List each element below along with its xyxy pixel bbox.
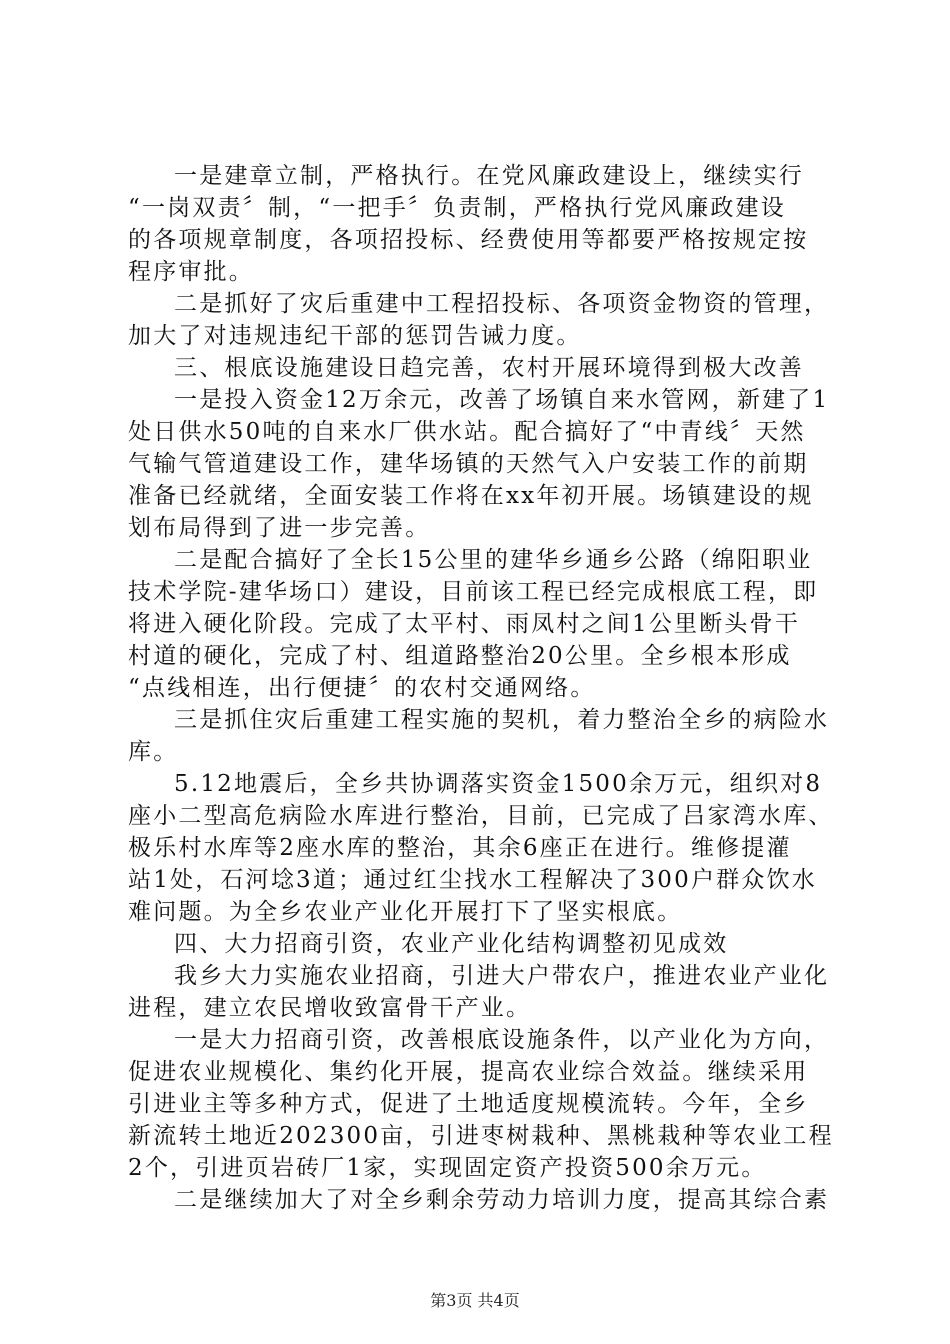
paragraph-line: 二是配合搞好了全长15公里的建华乡通乡公路（绵阳职业 [174, 547, 813, 573]
paragraph-line: 的各项规章制度，各项招投标、经费使用等都要严格按规定按 [128, 227, 809, 253]
paragraph-line: 一是投入资金12万余元，改善了场镇自来水管网，新建了1 [174, 387, 830, 413]
paragraph-line: 5.12地震后，全乡共协调落实资金1500余万元，组织对8 [174, 771, 823, 797]
paragraph-line: 二是抓好了灾后重建中工程招投标、各项资金物资的管理， [174, 291, 830, 317]
paragraph-line: 划布局得到了进一步完善。 [128, 515, 431, 541]
paragraph-line: 处日供水50吨的自来水厂供水站。配合搞好了“中青线〞天然 [128, 419, 806, 445]
paragraph-line: 程序审批。 [128, 259, 254, 285]
paragraph-line: 促进农业规模化、集约化开展，提高农业综合效益。继续采用 [128, 1059, 809, 1085]
paragraph-line: 我乡大力实施农业招商，引进大户带农户，推进农业产业化 [174, 963, 830, 989]
paragraph-line: 准备已经就绪，全面安装工作将在xx年初开展。场镇建设的规 [128, 483, 814, 509]
paragraph-line: 将进入硬化阶段。完成了太平村、雨凤村之间1公里断头骨干 [128, 611, 801, 637]
paragraph-line: 站1处，石河埝3道；通过红尘找水工程解决了300户群众饮水 [128, 867, 817, 893]
paragraph-line: 气输气管道建设工作，建华场镇的天然气入户安装工作的前期 [128, 451, 809, 477]
paragraph-line: 三是抓住灾后重建工程实施的契机，着力整治全乡的病险水 [174, 707, 830, 733]
paragraph-line: 进程，建立农民增收致富骨干产业。 [128, 995, 532, 1021]
paragraph-line: 引进业主等多种方式，促进了土地适度规模流转。今年，全乡 [128, 1091, 809, 1117]
paragraph-line: 一是建章立制，严格执行。在党风廉政建设上，继续实行 [174, 163, 804, 189]
paragraph-line: 2个，引进页岩砖厂1家，实现固定资产投资500余万元。 [128, 1155, 767, 1181]
paragraph-line: 技术学院-建华场口）建设，目前该工程已经完成根底工程，即 [128, 579, 819, 605]
paragraph-line: 座小二型高危病险水库进行整治，目前，已完成了吕家湾水库、 [128, 803, 834, 829]
paragraph-line: 一是大力招商引资，改善根底设施条件，以产业化为方向， [174, 1027, 830, 1053]
section-heading: 三、根底设施建设日趋完善，农村开展环境得到极大改善 [174, 355, 804, 381]
paragraph-line: 库。 [128, 739, 179, 765]
paragraph-line: “一岗双责〞制，“一把手〞负责制，严格执行党风廉政建设 [128, 195, 786, 221]
page-number-footer: 第3页 共4页 [430, 1291, 520, 1310]
paragraph-line: 极乐村水库等2座水库的整治，其余6座正在进行。维修提灌 [128, 835, 792, 861]
paragraph-line: “点线相连，出行便捷〞的农村交通网络。 [128, 675, 596, 701]
paragraph-line: 新流转土地近202300亩，引进枣树栽种、黑桃栽种等农业工程 [128, 1123, 834, 1149]
paragraph-line: 村道的硬化，完成了村、组道路整治20公里。全乡根本形成 [128, 643, 792, 669]
paragraph-line: 加大了对违规违纪干部的惩罚告诫力度。 [128, 323, 582, 349]
paragraph-line: 二是继续加大了对全乡剩余劳动力培训力度，提高其综合素 [174, 1187, 830, 1213]
section-heading: 四、大力招商引资，农业产业化结构调整初见成效 [174, 931, 729, 957]
paragraph-line: 难问题。为全乡农业产业化开展打下了坚实根底。 [128, 899, 683, 925]
document-body [128, 160, 838, 1216]
